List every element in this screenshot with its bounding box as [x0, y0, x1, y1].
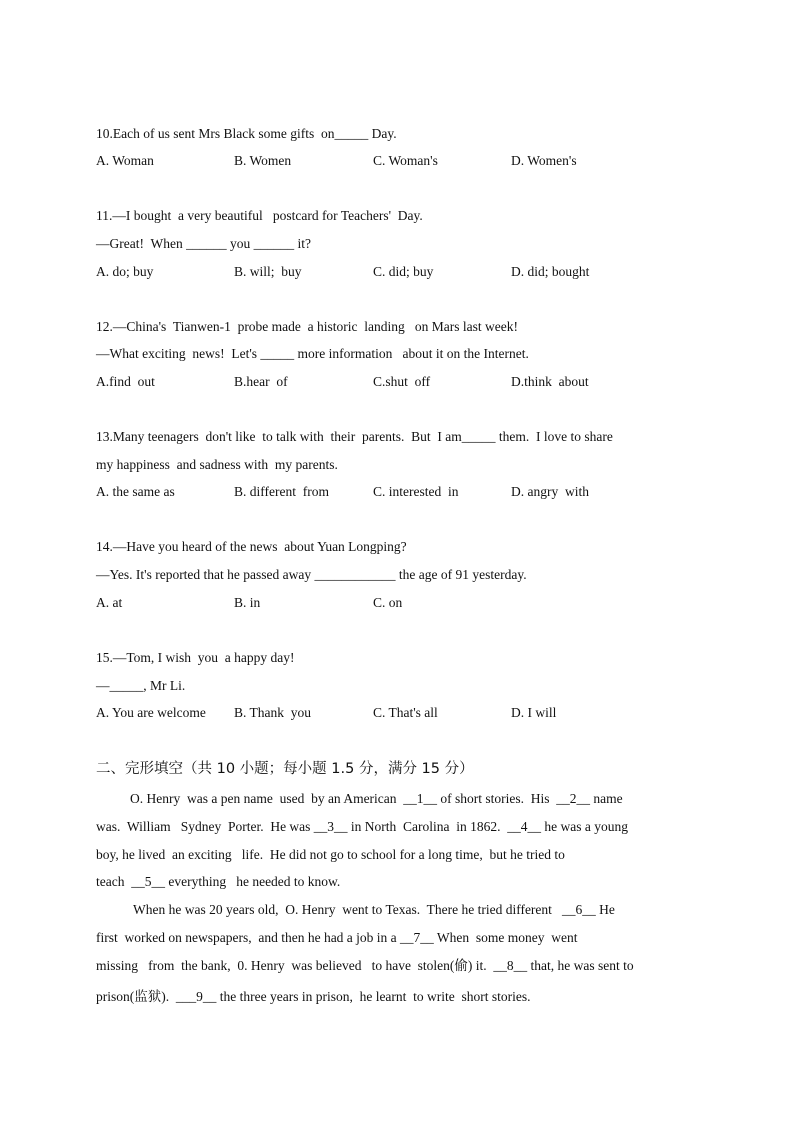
q10-option-c[interactable]: C. Woman's — [373, 153, 438, 168]
q14-line1: 14.—Have you heard of the news about Yuan Longping? — [96, 539, 407, 554]
q12-option-c[interactable]: C.shut off — [373, 374, 431, 389]
q15-option-b[interactable]: B. Thank you — [234, 705, 311, 720]
q12-option-a[interactable]: A.find out — [96, 374, 155, 389]
q15-line2: —_____, Mr Li. — [96, 678, 186, 693]
q15-option-a[interactable]: A. You are welcome — [96, 705, 206, 720]
q10-option-b[interactable]: B. Women — [234, 153, 292, 168]
q10-options — [96, 152, 716, 170]
cloze-line-3: boy, he lived an exciting life. He did not go to school for a long time, but he tried to — [96, 847, 565, 862]
q14-line2: —Yes. It's reported that he passed away ____________ the age of 91 yesterday. — [96, 567, 527, 582]
q11-line1: 11.—I bought a very beautiful postcard for Teachers' Day. — [96, 208, 423, 223]
q14-option-c[interactable]: C. on — [373, 595, 403, 610]
cloze-line-8: prison(监狱). ___9__ the three years in prison, he learnt to write short stories. — [96, 989, 531, 1004]
q14-option-b[interactable]: B. in — [234, 595, 261, 610]
q11-option-d[interactable]: D. did; bought — [511, 264, 590, 279]
q11-line2: —Great! When ______ you ______ it? — [96, 236, 311, 251]
q14-options — [96, 594, 716, 612]
q12-line1: 12.—China's Tianwen-1 probe made a historic landing on Mars last week! — [96, 319, 518, 334]
q12-line2: —What exciting news! Let's _____ more information about it on the Internet. — [96, 346, 529, 361]
q13-option-d[interactable]: D. angry with — [511, 484, 589, 499]
q15-line1: 15.—Tom, I wish you a happy day! — [96, 650, 295, 665]
q13-line2: my happiness and sadness with my parents. — [96, 457, 338, 472]
q11-option-a[interactable]: A. do; buy — [96, 264, 154, 279]
q13-option-b[interactable]: B. different from — [234, 484, 329, 499]
q12-options — [96, 373, 716, 391]
cloze-line-5: When he was 20 years old, O. Henry went to Texas. There he tried different __6__ He — [133, 902, 615, 917]
q10-option-a[interactable]: A. Woman — [96, 153, 154, 168]
cloze-line-7: missing from the bank, 0. Henry was believed to have stolen(偷) it. __8__ that, he was sent to — [96, 958, 634, 973]
q12-option-b[interactable]: B.hear of — [234, 374, 288, 389]
q11-option-c[interactable]: C. did; buy — [373, 264, 434, 279]
q15-option-d[interactable]: D. I will — [511, 705, 557, 720]
q11-options — [96, 263, 716, 281]
q10-stem: 10.Each of us sent Mrs Black some gifts on_____ Day. — [96, 126, 397, 141]
q11-option-b[interactable]: B. will; buy — [234, 264, 302, 279]
q15-options — [96, 704, 716, 722]
cloze-line-2: was. William Sydney Porter. He was __3__ in North Carolina in 1862. __4__ he was a young — [96, 819, 629, 834]
q13-options — [96, 483, 716, 501]
section-heading: 二、完形填空（共 10 小题；每小题 1.5 分，满分 15 分） — [96, 761, 474, 777]
q15-option-c[interactable]: C. That's all — [373, 705, 438, 720]
q13-line1: 13.Many teenagers don't like to talk with their parents. But I am_____ them. I love to share — [96, 429, 613, 444]
q13-option-c[interactable]: C. interested in — [373, 484, 459, 499]
cloze-line-1: O. Henry was a pen name used by an American __1__ of short stories. His __2__ name — [130, 791, 623, 806]
q14-option-a[interactable]: A. at — [96, 595, 123, 610]
q10-option-d[interactable]: D. Women's — [511, 153, 577, 168]
cloze-line-6: first worked on newspapers, and then he had a job in a __7__ When some money went — [96, 930, 578, 945]
cloze-line-4: teach __5__ everything he needed to know. — [96, 874, 341, 889]
q12-option-d[interactable]: D.think about — [511, 374, 589, 389]
q13-option-a[interactable]: A. the same as — [96, 484, 175, 499]
